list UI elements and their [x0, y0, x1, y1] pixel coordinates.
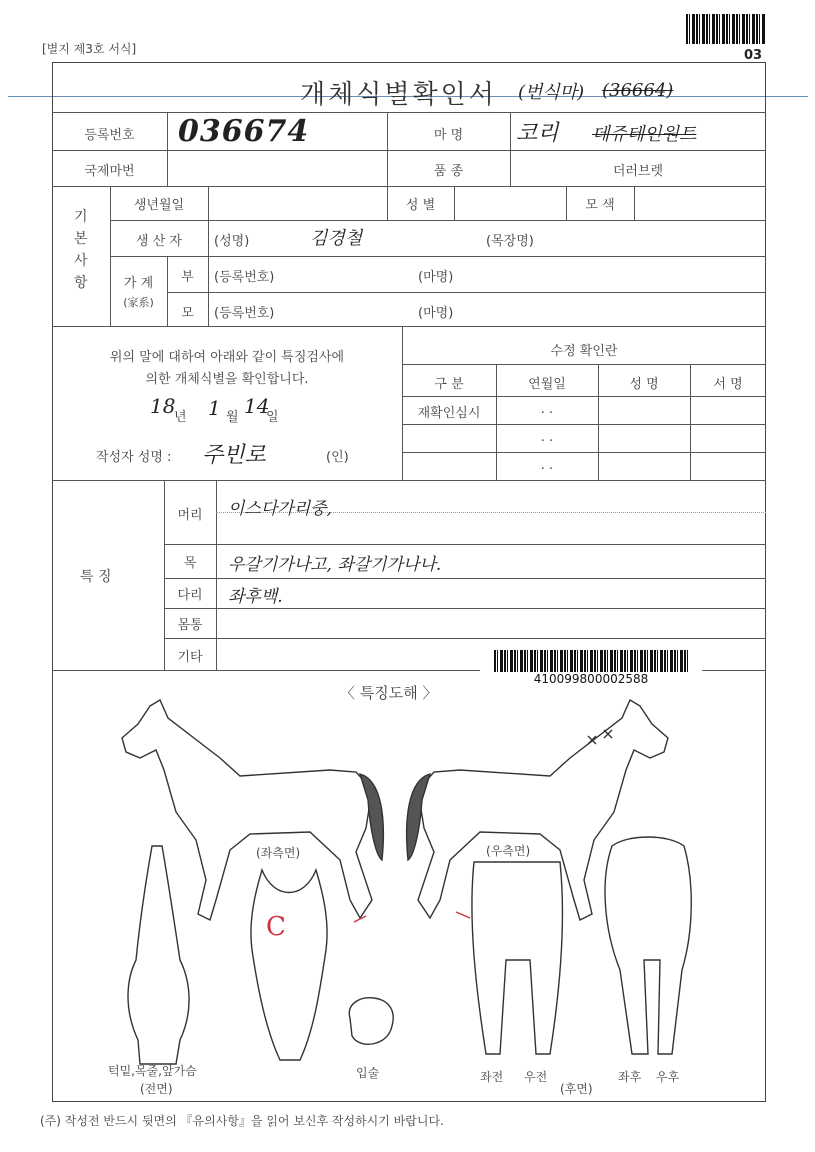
diagram-title: 〈 특징도해 〉: [340, 684, 438, 702]
etc-label: 기타: [177, 650, 203, 665]
breed-label: 품 종: [433, 164, 464, 179]
reg-no-value: 036674: [178, 114, 310, 149]
amend-title: 수정 확인란: [550, 344, 618, 359]
neck-value: 우갈기가나고, 좌갈기가나나.: [228, 555, 442, 575]
amend-row2-date: . .: [540, 430, 554, 445]
form-code: [별지 제3호 서식]: [42, 42, 137, 56]
title-handwritten: (번식마): [518, 82, 585, 103]
dam-name-label: (마명): [418, 306, 454, 321]
lips-label: 입술: [356, 1066, 380, 1080]
date-year-suffix: 년: [174, 410, 187, 425]
breed-value: 더러브렛: [612, 164, 664, 179]
front-label: (전면): [140, 1082, 173, 1096]
body-label: 몸통: [177, 618, 203, 633]
title-struck: (36664): [602, 80, 674, 101]
right-hind-label: 우후: [656, 1070, 680, 1084]
left-side-label: (좌측면): [256, 846, 301, 860]
leg-label: 다리: [177, 588, 203, 603]
confirm-line1: 위의 말에 대하여 아래와 같이 특징검사에: [109, 350, 345, 365]
basic-section-label: 기본사항: [74, 209, 88, 291]
right-side-label: (우측면): [486, 844, 531, 858]
left-tail-icon: [360, 774, 383, 860]
corner-number: 03: [744, 48, 763, 63]
head-mark: C: [266, 912, 286, 942]
horse-name-struck: 데쥬테인원트: [592, 124, 697, 145]
right-front-label: 우전: [524, 1070, 548, 1084]
dam-regno-label: (등록번호): [214, 306, 275, 321]
breeder-name-label: (성명): [214, 234, 250, 249]
writer-label: 작성자 성명 :: [96, 450, 172, 465]
sire-name-label: (마명): [418, 270, 454, 285]
lips-icon: [349, 998, 393, 1045]
barcode-number: 410099800002588: [533, 672, 649, 686]
front-legs-icon: [472, 862, 562, 1054]
color-label: 모 색: [585, 198, 615, 213]
date-month: 1: [208, 396, 221, 420]
sire-regno-label: (등록번호): [214, 270, 275, 285]
date-year: 18: [150, 394, 176, 418]
horse-name-label: 마 명: [433, 128, 464, 143]
horse-name-value: 코리: [516, 121, 559, 146]
head-label: 머리: [177, 508, 203, 523]
head-front-icon: [251, 870, 327, 1060]
date-day-suffix: 일: [266, 410, 279, 425]
sire-label: 부: [181, 270, 194, 285]
front-caption: 턱밑,목줄,앞가슴: [108, 1064, 197, 1078]
farm-label: (목장명): [486, 234, 534, 249]
amend-col-name: 성 명: [629, 377, 659, 392]
footnote: (주) 작성전 반드시 뒷면의 『유의사항』을 읽어 보신후 작성하시기 바랍니다.: [40, 1114, 444, 1128]
neck-label: 목: [183, 556, 197, 571]
front-neck-icon: [128, 846, 189, 1064]
date-month-suffix: 월: [226, 410, 239, 425]
writer-value: 주빈로: [202, 443, 266, 468]
leg-value: 좌후백.: [228, 587, 283, 607]
amend-row3-date: . .: [540, 458, 554, 473]
rear-label: (후면): [560, 1082, 593, 1096]
amend-col-sign: 서 명: [713, 377, 743, 392]
seal-label: (인): [326, 450, 349, 465]
left-hind-label: 좌후: [618, 1070, 642, 1084]
right-tail-icon: [407, 774, 430, 860]
head-value: 이스다가리중,: [228, 499, 332, 519]
rear-view-icon: [605, 837, 691, 1054]
intl-label: 국제마번: [84, 164, 135, 179]
amend-col-date: 연월일: [528, 377, 566, 392]
page-title: 개체식별확인서: [300, 80, 497, 110]
breeder-name-value: 김경철: [310, 228, 363, 249]
features-section-label: 특 징: [80, 569, 112, 585]
breeder-label: 생 산 자: [136, 234, 182, 249]
birth-label: 생년월일: [133, 198, 185, 213]
amend-col-type: 구 분: [434, 377, 464, 392]
dam-label: 모: [181, 306, 194, 321]
right-side-horse-icon: [418, 700, 668, 920]
red-mark-icon: [354, 912, 470, 922]
left-side-horse-icon: [122, 700, 372, 920]
sex-label: 성 별: [405, 198, 436, 213]
pedigree-label: 가 계: [123, 276, 154, 291]
date-day: 14: [244, 394, 270, 418]
pedigree-hanja: (家系): [123, 296, 154, 309]
left-front-label: 좌전: [480, 1070, 504, 1084]
amend-row1-date: . .: [540, 402, 554, 417]
amend-row1-type: 재확인심시: [417, 406, 481, 421]
reg-no-label: 등록번호: [84, 128, 135, 143]
confirm-line2: 의한 개체식별을 확인합니다.: [145, 372, 309, 387]
